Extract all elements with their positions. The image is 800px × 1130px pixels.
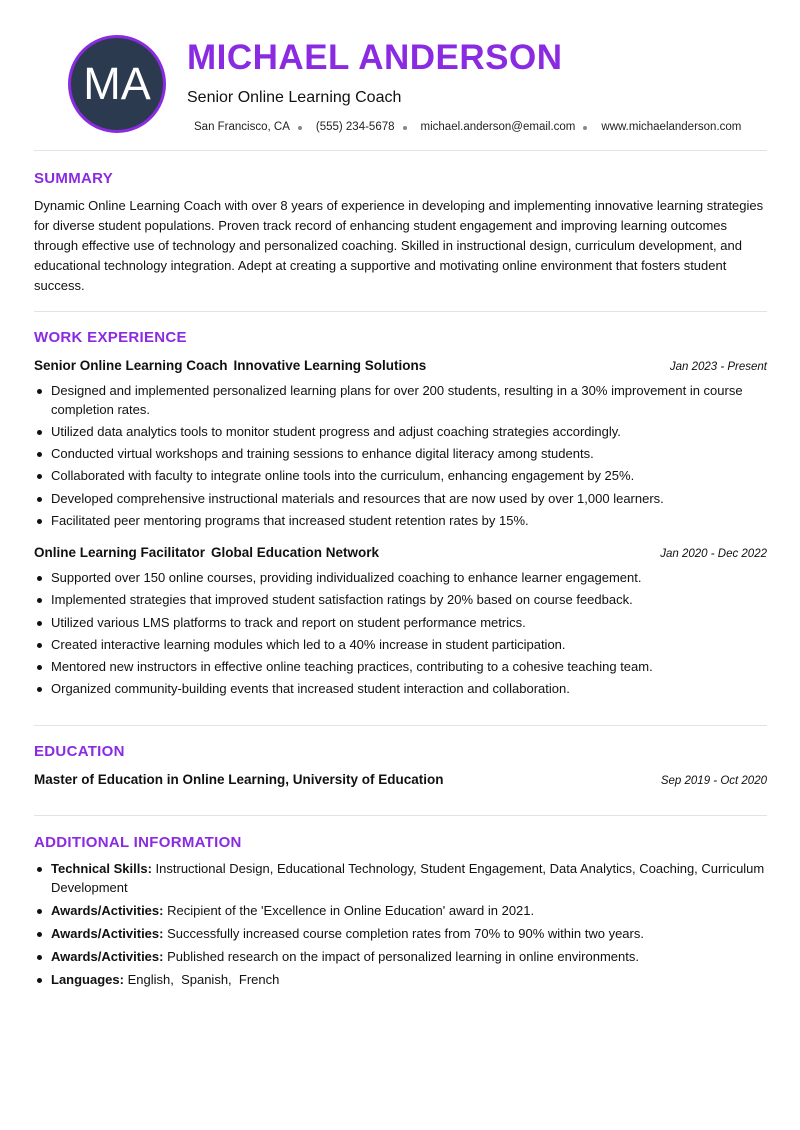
separator-dot-icon [583,126,587,130]
avatar [68,35,166,133]
separator-dot-icon [298,126,302,130]
job-role: Senior Online Learning Coach [34,358,228,373]
job-header [34,545,767,560]
divider [34,815,767,816]
candidate-title: Senior Online Learning Coach [187,89,402,106]
education-dates: Sep 2019 - Oct 2020 [660,775,767,787]
job-company: Global Education Network [211,545,380,560]
divider [34,725,767,726]
list-item [34,948,767,967]
divider [34,311,767,312]
list-item: Facilitated peer mentoring programs that increased student retention rates by 15%. [34,512,767,531]
list-item: Mentored new instructors in effective online teaching practices, contributing to a cohesive teaching team. [34,658,767,677]
job-bullets [34,569,767,703]
list-item: Collaborated with faculty to integrate online tools into the curriculum, enhancing engagement by 25%. [34,467,767,486]
contact-email[interactable]: michael.anderson@email.com [420,121,576,133]
list-item: Designed and implemented personalized learning plans for over 200 students, resulting in a 30% improvement in course completion rates. [34,382,767,419]
resume-header [34,0,767,150]
additional-heading: ADDITIONAL INFORMATION [34,834,242,851]
contact-website[interactable]: www.michaelanderson.com [601,121,742,133]
info-text: English, Spanish, French [127,971,280,987]
contact-bar [194,121,741,133]
contact-phone[interactable]: (555) 234-5678 [315,121,395,133]
list-item: Organized community-building events that increased student interaction and collaboration. [34,680,767,699]
divider [34,150,767,151]
candidate-name: MICHAEL ANDERSON [187,38,563,77]
list-item: Utilized various LMS platforms to track and report on student performance metrics. [34,614,767,633]
job-header [34,358,767,373]
education-entry [34,772,767,787]
list-item: Developed comprehensive instructional materials and resources that are now used by over 1,000 learners. [34,490,767,509]
info-text: Recipient of the 'Excellence in Online Education' award in 2021. [167,902,535,918]
list-item [34,902,767,921]
info-label: Awards/Activities: [51,948,164,964]
list-item [34,925,767,944]
list-item: Created interactive learning modules which led to a 40% increase in student participation. [34,636,767,655]
job-role: Online Learning Facilitator [34,545,206,560]
info-text: Instructional Design, Educational Technology, Student Engagement, Data Analytics, Coaching, Curriculum Development [51,861,765,895]
job-dates: Jan 2020 - Dec 2022 [660,548,767,560]
list-item [34,860,767,897]
info-label: Awards/Activities: [51,902,164,918]
experience-heading: WORK EXPERIENCE [34,329,187,346]
job-dates: Jan 2023 - Present [669,361,767,373]
info-label: Technical Skills: [51,861,152,876]
avatar-initials: MA [83,58,151,109]
job-role-line [34,358,426,373]
contact-location: San Francisco, CA [194,121,290,133]
job-company: Innovative Learning Solutions [233,358,427,373]
list-item: Supported over 150 online courses, providing individualized coaching to enhance learner engagement. [34,569,767,588]
job-bullets [34,382,767,534]
list-item: Utilized data analytics tools to monitor student progress and adjust coaching strategies accordingly. [34,423,767,442]
list-item: Conducted virtual workshops and training sessions to enhance digital literacy among students. [34,445,767,464]
info-label: Languages: [51,971,124,987]
list-item [34,971,767,990]
info-text: Published research on the impact of personalized learning in online environments. [167,948,639,964]
education-heading: EDUCATION [34,743,125,760]
separator-dot-icon [403,126,407,130]
info-text: Successfully increased course completion rates from 70% to 90% within two years. [167,925,644,941]
education-degree: Master of Education in Online Learning, University of Education [34,772,444,787]
info-label: Awards/Activities: [51,925,164,941]
additional-list [34,860,767,994]
job-role-line [34,545,379,560]
summary-heading: SUMMARY [34,170,114,187]
list-item: Implemented strategies that improved student satisfaction ratings by 20% based on course feedback. [34,591,767,610]
summary-text: Dynamic Online Learning Coach with over 8 years of experience in developing and implementing innovative learning strategies for diverse student populations. Proven track record of enhancing student engagement and improving learning outcomes through effective use of technology and personalized coaching. Skilled in instructional design, curriculum development, and educational technology integration. Adept at creating a supportive and motivating online environment that fosters student success. [34,198,764,293]
